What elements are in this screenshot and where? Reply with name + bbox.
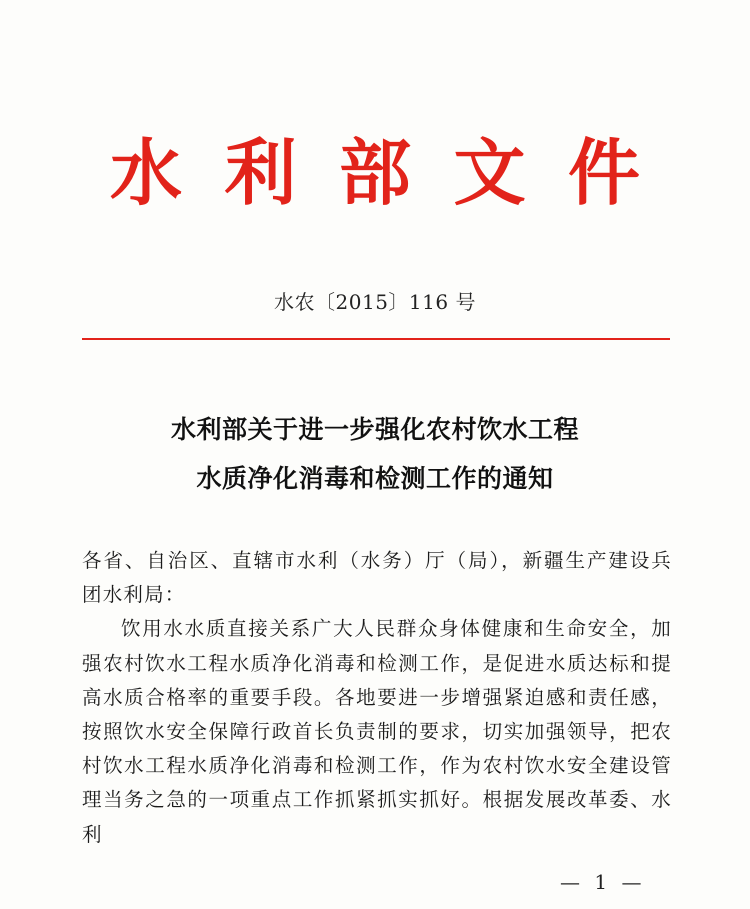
document-masthead bbox=[110, 128, 640, 218]
masthead-char: 件 bbox=[567, 130, 640, 215]
document-title-line-2: 水质净化消毒和检测工作的通知 bbox=[196, 464, 554, 493]
document-number: 水农〔2015〕116 号 bbox=[274, 290, 476, 314]
masthead-char: 利 bbox=[224, 130, 297, 215]
masthead-char: 部 bbox=[338, 130, 411, 215]
page-number: — 1 — bbox=[560, 870, 646, 894]
document-body bbox=[82, 544, 672, 852]
document-title-line-1: 水利部关于进一步强化农村饮水工程 bbox=[170, 415, 579, 444]
addressee-paragraph: 各省、自治区、直辖市水利（水务）厅（局），新疆生产建设兵团水利局： bbox=[82, 549, 672, 607]
masthead-char: 水 bbox=[110, 130, 183, 215]
masthead-char: 文 bbox=[453, 130, 526, 215]
body-paragraph: 饮用水水质直接关系广大人民群众身体健康和生命安全，加强农村饮水工程水质净化消毒和检测工作，是促进水质达标和提高水质合格率的重要手段。各地要进一步增强紧迫感和责任感，按照饮水安全保障行政首长负责制的要求，切实加强领导，把农村饮水工程水质净化消毒和检测工作，作为农村饮水安全建设管理当务之急的一项重点工作抓紧抓实抓好。根据发展改革委、水利 bbox=[82, 617, 672, 846]
red-divider-line bbox=[82, 338, 670, 340]
